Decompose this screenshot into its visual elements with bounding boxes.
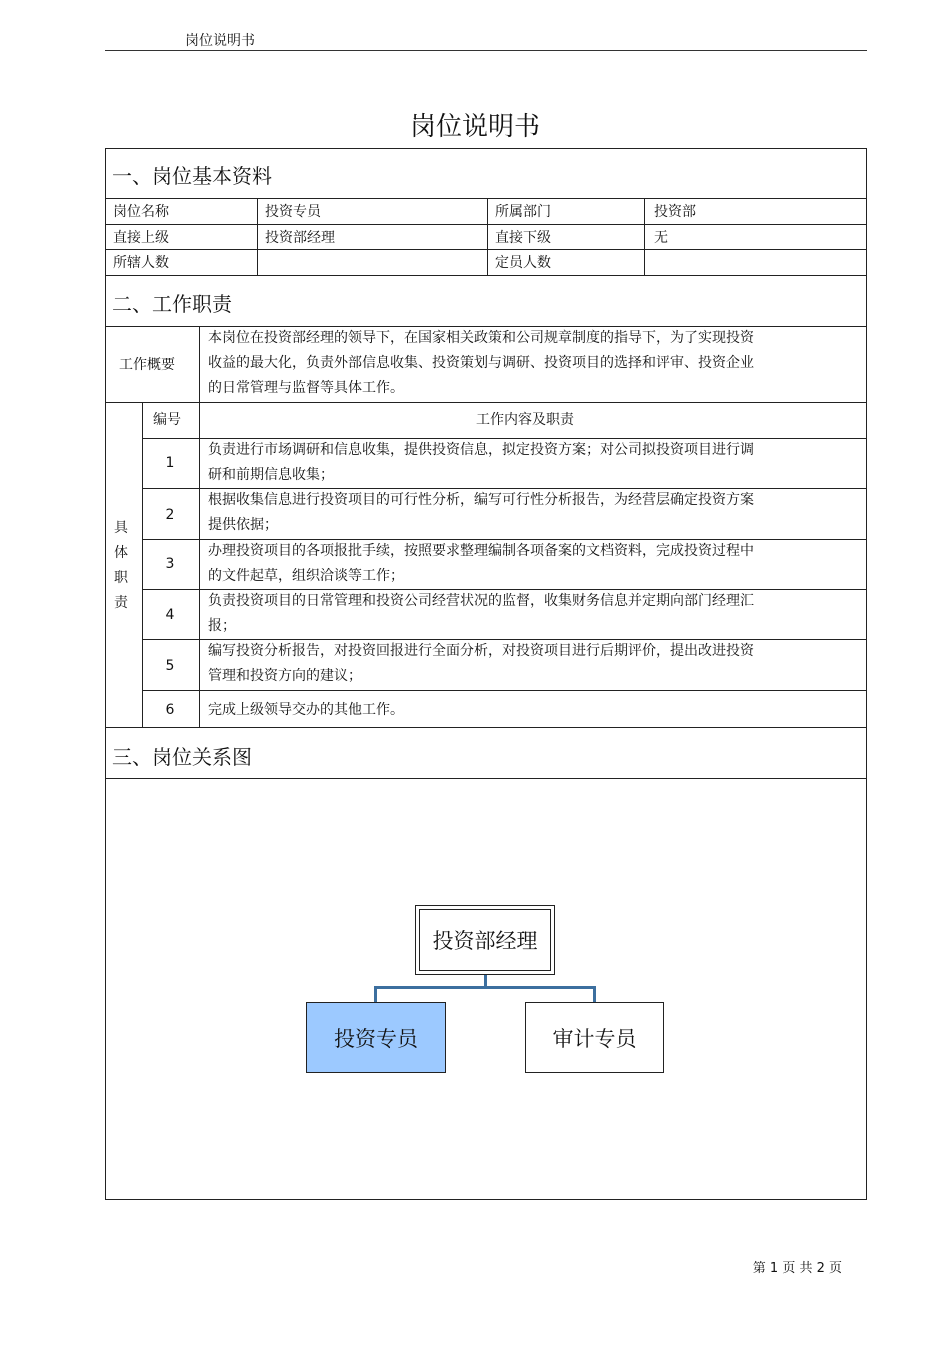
rule	[257, 198, 258, 275]
col-header-content: 工作内容及职责	[476, 412, 574, 428]
summary-line: 收益的最大化，负责外部信息收集、投资策划与调研、投资项目的选择和评审、投资企业	[208, 355, 754, 371]
info-label-superior: 直接上级	[113, 230, 169, 246]
summary-line: 的日常管理与监督等具体工作。	[208, 380, 404, 396]
page-number: 第 1 页 共 2 页	[752, 1261, 842, 1276]
side-label-char: 体	[114, 545, 128, 561]
info-value-superior: 投资部经理	[265, 230, 335, 246]
duty-no: 5	[165, 658, 175, 674]
duty-line: 完成上级领导交办的其他工作。	[208, 702, 404, 718]
info-label-staffing: 定员人数	[495, 255, 551, 271]
section-1-heading: 一、岗位基本资料	[112, 164, 272, 188]
info-value-subordinate: 无	[654, 230, 668, 246]
info-label-position: 岗位名称	[113, 204, 169, 220]
col-header-no: 编号	[153, 412, 181, 428]
summary-text	[208, 326, 754, 401]
rule	[105, 198, 867, 199]
duty-line: 负责进行市场调研和信息收集，提供投资信息，拟定投资方案；对公司拟投资项目进行调	[208, 442, 754, 458]
rule	[142, 690, 867, 691]
org-node-audit-specialist: 审计专员	[525, 1002, 664, 1073]
summary-line: 本岗位在投资部经理的领导下，在国家相关政策和公司规章制度的指导下，为了实现投资	[208, 330, 754, 346]
org-node-manager: 投资部经理	[415, 905, 555, 975]
duty-no: 2	[165, 507, 175, 523]
info-label-subordinate: 直接下级	[495, 230, 551, 246]
org-connector	[593, 986, 596, 1003]
duty-line: 负责投资项目的日常管理和投资公司经营状况的监督，收集财务信息并定期向部门经理汇	[208, 593, 754, 609]
duty-line: 提供依据；	[208, 517, 278, 533]
info-label-headcount: 所辖人数	[113, 255, 169, 271]
rule	[199, 326, 200, 402]
duty-text	[208, 488, 754, 538]
side-label-char: 具	[114, 520, 128, 536]
rule	[105, 249, 867, 250]
section-2-heading: 二、工作职责	[112, 292, 232, 316]
section-3-heading: 三、岗位关系图	[112, 745, 252, 769]
rule	[644, 198, 645, 275]
rule	[105, 224, 867, 225]
rule	[105, 402, 867, 403]
org-connector	[374, 986, 596, 989]
duty-text	[208, 639, 754, 689]
page-title: 岗位说明书	[409, 112, 540, 142]
duty-line: 管理和投资方向的建议；	[208, 668, 362, 684]
duty-no: 3	[165, 556, 175, 572]
info-value-department: 投资部	[654, 204, 696, 220]
duty-no: 1	[165, 455, 175, 471]
duty-line: 报；	[208, 618, 236, 634]
rule	[105, 727, 867, 728]
rule	[105, 275, 867, 276]
summary-label: 工作概要	[119, 357, 175, 373]
duty-text	[208, 589, 754, 639]
duty-text	[208, 438, 754, 488]
org-node-investment-specialist: 投资专员	[306, 1002, 446, 1073]
info-label-department: 所属部门	[495, 204, 551, 220]
header-rule	[105, 50, 867, 51]
duty-text	[208, 698, 404, 723]
info-value-position: 投资专员	[265, 204, 321, 220]
duty-line: 编写投资分析报告，对投资回报进行全面分析，对投资项目进行后期评价，提出改进投资	[208, 643, 754, 659]
duty-line: 研和前期信息收集；	[208, 467, 334, 483]
duty-line: 根据收集信息进行投资项目的可行性分析，编写可行性分析报告，为经营层确定投资方案	[208, 492, 754, 508]
rule	[199, 402, 200, 727]
duty-text	[208, 539, 754, 589]
side-label-char: 责	[114, 595, 128, 611]
duty-line: 办理投资项目的各项报批手续，按照要求整理编制各项备案的文档资料，完成投资过程中	[208, 543, 754, 559]
running-header: 岗位说明书	[185, 33, 255, 49]
rule	[487, 198, 488, 275]
duty-line: 的文件起草，组织洽谈等工作；	[208, 568, 404, 584]
side-label-char: 职	[114, 570, 128, 586]
duty-no: 4	[165, 607, 175, 623]
org-connector	[374, 986, 377, 1003]
duty-no: 6	[165, 702, 175, 718]
rule	[105, 778, 867, 779]
